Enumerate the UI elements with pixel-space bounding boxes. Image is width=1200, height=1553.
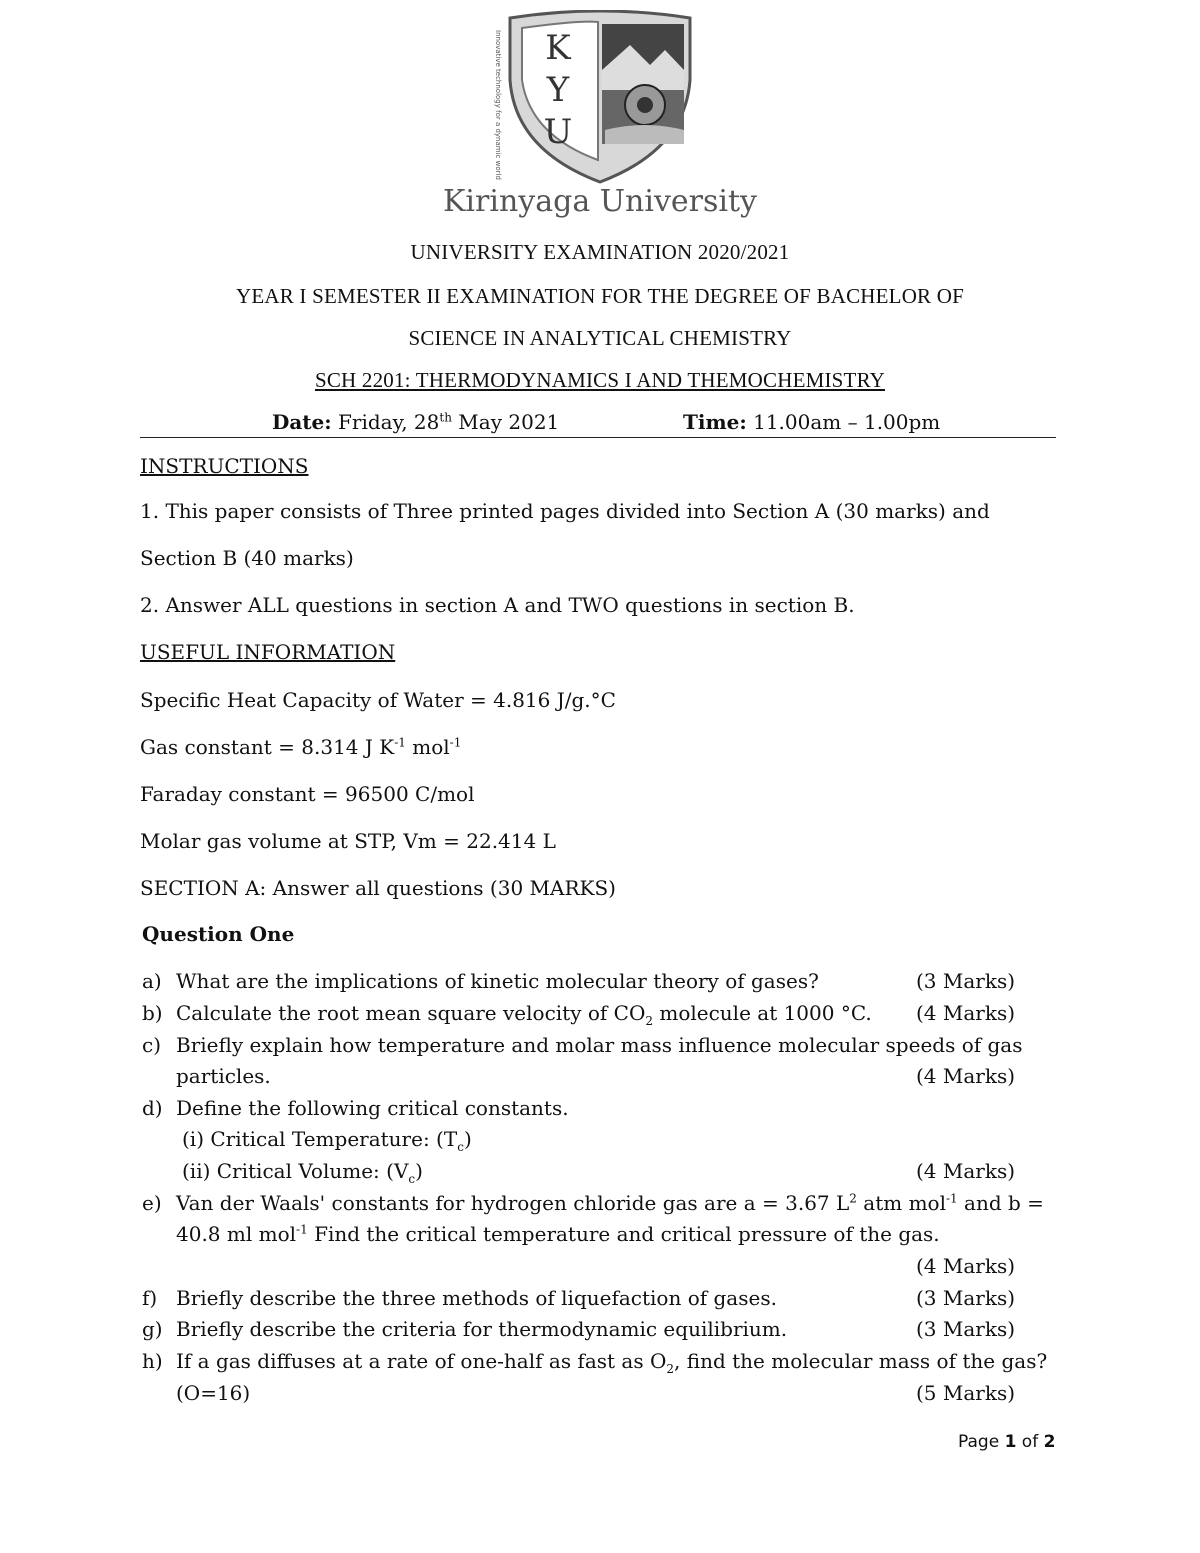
useful-info-heading: USEFUL INFORMATION	[140, 640, 396, 664]
degree-line-1: YEAR I SEMESTER II EXAMINATION FOR THE DEGREE OF BACHELOR OF	[236, 284, 964, 308]
question-d-line1: d) Define the following critical constants.	[142, 1096, 569, 1120]
constant-molar-volume: Molar gas volume at STP, Vm = 22.414 L	[140, 829, 556, 853]
marks-c: (4 Marks)	[916, 1064, 1016, 1088]
university-name: Kirinyaga University	[443, 184, 757, 219]
section-a-heading: SECTION A: Answer all questions (30 MARKS)	[140, 876, 616, 900]
course-title: SCH 2201: THERMODYNAMICS I AND THEMOCHEMISTRY	[314, 368, 886, 392]
degree-line-2: SCIENCE IN ANALYTICAL CHEMISTRY	[408, 326, 792, 350]
question-d-ii: (ii) Critical Volume: $(V_c)$	[182, 1159, 423, 1186]
constant-heat-capacity: Specific Heat Capacity of Water = 4.816 J/g.°C	[140, 688, 616, 712]
date-label: Date:	[272, 410, 332, 434]
logo-letters-text: KYU	[538, 28, 578, 154]
shield-crest-icon	[480, 10, 720, 185]
instructions-heading: INSTRUCTIONS	[140, 454, 309, 478]
header-divider	[140, 437, 1056, 438]
exam-date: Date: Friday, 28th May 2021	[272, 410, 560, 434]
question-e-line1: e) Van der Waals' constants for hydrogen chloride gas are a = 3.67 $L^2$ atm mol$^{-1}$ and b =	[142, 1191, 1044, 1215]
instruction-1a: 1. This paper consists of Three printed pages divided into Section A (30 marks) and	[140, 499, 990, 523]
question-one-title: Question One	[142, 922, 295, 946]
question-b: b) Calculate the root mean square velocity of $CO_2$ molecule at 1000 °C.	[142, 1001, 872, 1028]
marks-b: (4 Marks)	[916, 1001, 1016, 1025]
exam-title: UNIVERSITY EXAMINATION 2020/2021	[410, 240, 790, 264]
page-number: Page 1 of 2	[958, 1432, 1056, 1452]
question-a: a) What are the implications of kinetic molecular theory of gases?	[142, 969, 819, 993]
logo-letters	[538, 28, 578, 158]
question-c-line2: particles.	[176, 1064, 271, 1088]
marks-g: (3 Marks)	[916, 1317, 1016, 1341]
question-g: g) Briefly describe the criteria for thermodynamic equilibrium.	[142, 1317, 788, 1341]
instruction-2: 2. Answer ALL questions in section A and TWO questions in section B.	[140, 593, 855, 617]
marks-e: (4 Marks)	[916, 1254, 1016, 1278]
marks-a: (3 Marks)	[916, 969, 1016, 993]
marks-f: (3 Marks)	[916, 1286, 1016, 1310]
question-f: f) Briefly describe the three methods of liquefaction of gases.	[142, 1286, 777, 1310]
exam-time: Time: 11.00am – 1.00pm	[683, 410, 941, 434]
marks-h: (5 Marks)	[916, 1381, 1016, 1405]
logo-motto: Innovative technology for a dynamic world	[494, 30, 502, 180]
question-d-i: (i) Critical Temperature: $(T_c)$	[182, 1127, 472, 1154]
question-h-line1: h) If a gas diffuses at a rate of one-half as fast as $O_2$, find the molecular mass of the gas?	[142, 1349, 1048, 1376]
question-h-line2: (O=16)	[176, 1381, 251, 1405]
question-c-line1: c) Briefly explain how temperature and molar mass influence molecular speeds of gas	[142, 1033, 1023, 1057]
instruction-1b: Section B (40 marks)	[140, 546, 354, 570]
time-label: Time:	[683, 410, 747, 434]
constant-faraday: Faraday constant = 96500 C/mol	[140, 782, 475, 806]
constant-gas: Gas constant = 8.314 J $K^{-1}$ mol$^{-1}$	[140, 735, 462, 759]
marks-d: (4 Marks)	[916, 1159, 1016, 1183]
question-e-line2: 40.8 ml mol$^{-1}$ Find the critical temperature and critical pressure of the gas.	[176, 1222, 940, 1246]
